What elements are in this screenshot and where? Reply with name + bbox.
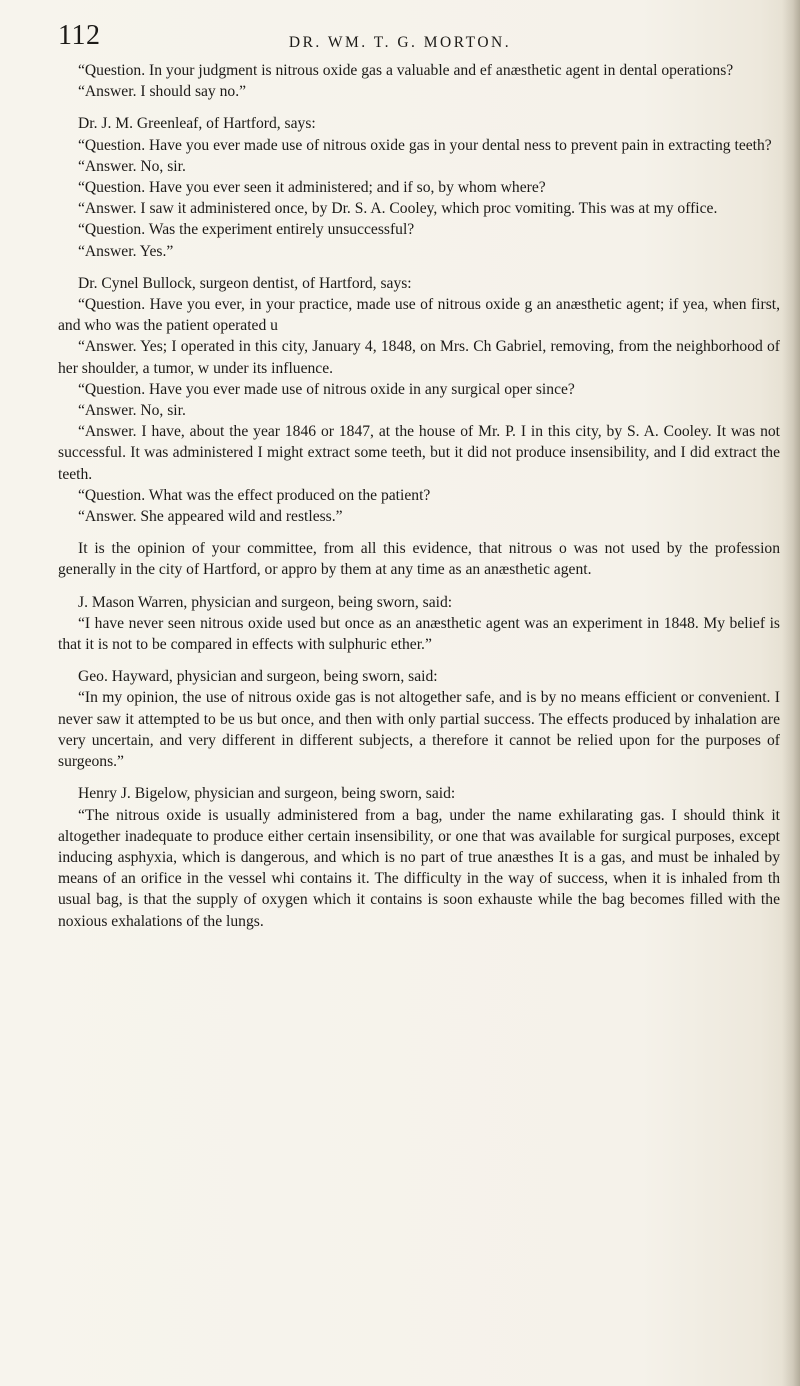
page-number: 112: [58, 20, 101, 51]
paragraph: “The nitrous oxide is usually administered from a bag, under the name exhilarating gas. I should think it altogether inadequate to produce either certain insensibility, or one that was available for surgical purposes, except inducing asphyxia, which is dangerous, and which is no part of true anæsthes It is a gas, and must be inhaled by means of an orifice in the vessel whi contains it. The difficulty in the way of success, when it is inhaled from th usual bag, is that the supply of oxygen which it contains is soon exhauste while the bag becomes filled with the noxious exhalations of the lungs.: [58, 806, 780, 930]
paragraph: Henry J. Bigelow, physician and surgeon, being sworn, said:: [78, 785, 456, 803]
paragraph: “Answer. I should say no.”: [78, 83, 247, 101]
paragraph: “I have never seen nitrous oxide used but once as an anæsthetic agent was an experiment in 1848. My belief is that it is not to be compared in effects with sulphuric ether.”: [58, 614, 780, 654]
page-body: [58, 60, 780, 1370]
paragraph: “Answer. I saw it administered once, by Dr. S. A. Cooley, which proc vomiting. This was at my office.: [78, 200, 718, 218]
paragraph: “Question. What was the effect produced on the patient?: [78, 486, 431, 504]
paragraph: Dr. Cynel Bullock, surgeon dentist, of Hartford, says:: [78, 274, 412, 292]
paragraph: “Answer. Yes; I operated in this city, January 4, 1848, on Mrs. Ch Gabriel, removing, from the neighborhood of her shoulder, a tumor, w under its influence.: [58, 338, 780, 377]
paragraph: Geo. Hayward, physician and surgeon, being sworn, said:: [78, 668, 438, 686]
paragraph: Dr. J. M. Greenleaf, of Hartford, says:: [78, 115, 316, 133]
paragraph: “Answer. I have, about the year 1846 or 1847, at the house of Mr. P. I in this city, by S. A. Cooley. It was not successful. It was administered I might extract some teeth, but it did not produce insensibility, and I did extract the teeth.: [58, 423, 780, 483]
paragraph: “Question. Have you ever made use of nitrous oxide gas in your dental ness to prevent pain in extracting teeth?: [78, 136, 772, 154]
paragraph: “Question. Have you ever seen it administered; and if so, by whom where?: [78, 179, 546, 197]
paragraph: “In my opinion, the use of nitrous oxide gas is not altogether safe, and is by no means efficient or convenient. I never saw it attempted to be us but once, and then with only partial success. The effects produced by inhalation are very uncertain, and very different in different subjects, a therefore it cannot be relied upon for the purposes of surgeons.”: [58, 689, 780, 771]
running-head: DR. WM. T. G. MORTON.: [288, 34, 512, 51]
paragraph: “Answer. No, sir.: [78, 157, 186, 175]
paragraph: “Question. Was the experiment entirely unsuccessful?: [78, 221, 415, 239]
paragraph: “Question. Have you ever, in your practice, made use of nitrous oxide g an anæsthetic agent; if yea, when first, and who was the patient operated u: [58, 296, 780, 335]
paragraph: “Question. Have you ever made use of nitrous oxide in any surgical oper since?: [78, 380, 575, 398]
paragraph: “Answer. She appeared wild and restless.”: [78, 508, 343, 526]
page-edge-shadow: [782, 0, 800, 1386]
paragraph: J. Mason Warren, physician and surgeon, being sworn, said:: [78, 593, 453, 611]
paragraph: “Answer. Yes.”: [78, 242, 174, 260]
paragraph: “Answer. No, sir.: [78, 402, 186, 420]
paragraph: “Question. In your judgment is nitrous oxide gas a valuable and ef anæsthetic agent in dental operations?: [78, 62, 734, 79]
paragraph: It is the opinion of your committee, from all this evidence, that nitrous o was not used by the profession generally in the city of Hartford, or appro by them at any time as an anæsthetic agent.: [58, 540, 780, 579]
